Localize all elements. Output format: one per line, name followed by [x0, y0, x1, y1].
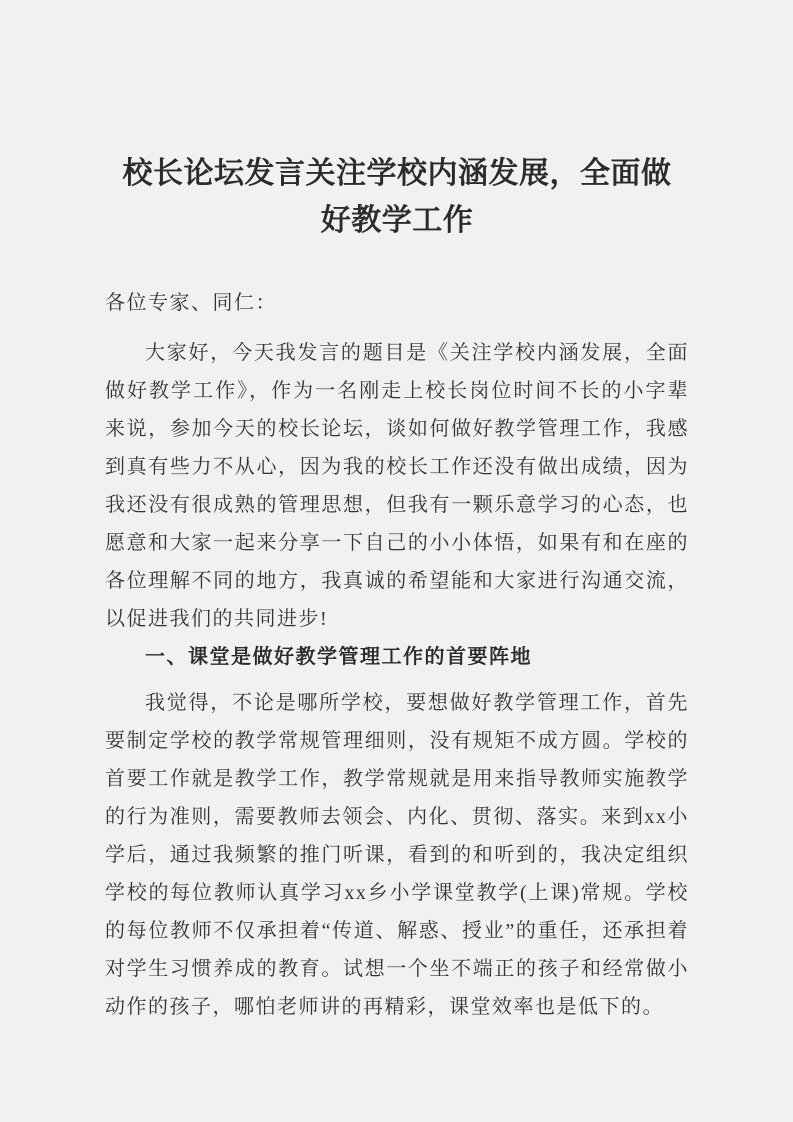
- salutation-line: 各位专家、同仁：: [105, 292, 277, 314]
- document-body: [105, 284, 689, 1026]
- document-title: 校长论坛发言关注学校内涵发展，全面做好教学工作: [122, 157, 672, 237]
- section-heading-1: 一、课堂是做好教学管理工作的首要阵地: [145, 646, 532, 668]
- paragraph-section-1: 我觉得，不论是哪所学校，要想做好教学管理工作，首先要制定学校的教学常规管理细则，没有规矩不成方圆。学校的首要工作就是教学工作，教学常规就是用来指导教师实施教学的行为准则，需要教师去领会、内化、贯彻、落实。来到xx小学后，通过我频繁的推门听课，看到的和听到的，我决定组织学校的每位教师认真学习xx乡小学课堂教学(上课)常规。学校的每位教师不仅承担着“传道、解惑、授业”的重任，还承担着对学生习惯养成的教育。试想一个坐不端正的孩子和经常做小动作的孩子，哪怕老师讲的再精彩，课堂效率也是低下的。: [105, 692, 689, 1018]
- paragraph-intro: 大家好，今天我发言的题目是《关注学校内涵发展，全面做好教学工作》，作为一名刚走上校长岗位时间不长的小字辈来说，参加今天的校长论坛，谈如何做好教学管理工作，我感到真有些力不从心，因为我的校长工作还没有做出成绩，因为我还没有很成熟的管理思想，但我有一颗乐意学习的心态，也愿意和大家一起来分享一下自己的小小体悟，如果有和在座的各位理解不同的地方，我真诚的希望能和大家进行沟通交流，以促进我们的共同进步!: [105, 342, 689, 630]
